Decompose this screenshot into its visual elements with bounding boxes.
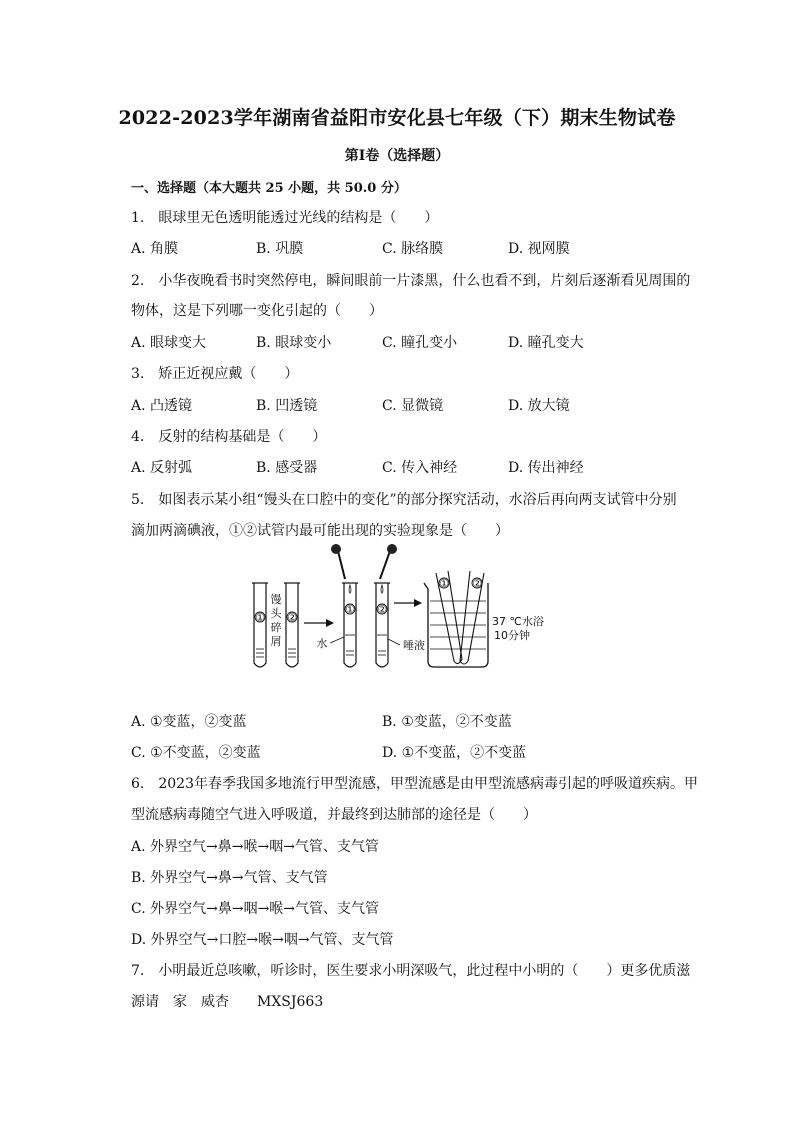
question-5-options-row2 <box>131 742 691 762</box>
dropper-1 <box>338 551 345 579</box>
arrow-2 <box>394 599 422 607</box>
question-1-stem: 1. 眼球里无色透明能透过光线的结构是（ ） <box>131 210 439 226</box>
q4-option-b: B. 感受器 <box>256 460 318 476</box>
dropper-2-bulb <box>387 544 397 554</box>
test-tube-2-dropper <box>376 583 388 667</box>
label-mantou-2: 头 <box>270 607 282 620</box>
question-6-stem-line1: 6. 2023年春季我国多地流行甲型流感，甲型流感是由甲型流感病毒引起的呼吸道疾病。甲 <box>131 776 698 792</box>
drop-1 <box>349 585 351 593</box>
q5-option-b: B. ①变蓝，②不变蓝 <box>382 714 512 730</box>
arrow-1 <box>304 619 334 627</box>
q2-option-d: D. 瞳孔变大 <box>508 335 584 351</box>
question-3-options <box>131 395 691 415</box>
question-2-stem-line1: 2. 小华夜晚看书时突然停电，瞬间眼前一片漆黑，什么也看不到，片刻后逐渐看见周围的 <box>131 273 691 289</box>
question-5-stem-line2: 滴加两滴碘液，①②试管内最可能出现的实验现象是（ ） <box>131 523 509 539</box>
water-bath-beaker <box>424 571 544 667</box>
q5-option-a: A. ①变蓝，②变蓝 <box>131 714 247 730</box>
label-bath-time: 10分钟 <box>494 629 530 642</box>
q6-option-a: A. 外界空气→鼻→喉→咽→气管、支气管 <box>131 839 379 855</box>
drop-2 <box>381 585 383 593</box>
label-bath-temp: 37 ℃水浴 <box>492 615 544 628</box>
q2-option-b: B. 眼球变小 <box>256 335 332 351</box>
q4-option-d: D. 传出神经 <box>508 460 584 476</box>
q3-option-a: A. 凸透镜 <box>131 398 193 414</box>
q1-option-c: C. 脉络膜 <box>382 241 444 257</box>
label-tube2-c: ② <box>472 577 482 590</box>
q4-option-c: C. 传入神经 <box>382 460 458 476</box>
question-7-stem-line2: 源请 家 威杏 MXSJ663 <box>131 994 324 1010</box>
tube-group-droppers <box>317 544 426 667</box>
dropper-1-bulb <box>331 544 341 554</box>
q1-option-b: B. 巩膜 <box>256 241 304 257</box>
page-title: 2022-2023学年湖南省益阳市安化县七年级（下）期末生物试卷 <box>118 107 676 129</box>
label-saliva: 唾液 <box>403 639 425 652</box>
question-6-stem-line2: 型流感病毒随空气进入呼吸道，并最终到达肺部的途径是（ ） <box>131 807 537 823</box>
question-2-options <box>131 332 691 352</box>
label-mantou-1: 馒 <box>270 593 282 606</box>
label-tube1-c: ① <box>439 577 449 590</box>
label-tube2-a: ② <box>287 611 297 624</box>
test-tube-2-initial <box>286 583 298 667</box>
label-tube1-b: ① <box>345 603 355 616</box>
question-5-options-row1 <box>131 711 691 731</box>
question-1-options <box>131 238 691 258</box>
test-tube-1-dropper <box>344 583 356 667</box>
q3-option-c: C. 显微镜 <box>382 398 444 414</box>
q6-option-d: D. 外界空气→口腔→喉→咽→气管、支气管 <box>131 932 394 948</box>
label-mantou-4: 屑 <box>270 635 282 648</box>
tube-group-initial <box>252 583 300 667</box>
q3-option-b: B. 凹透镜 <box>256 398 318 414</box>
label-water: 水 <box>316 637 328 650</box>
dropper-2 <box>380 551 390 579</box>
question-4-options <box>131 457 691 477</box>
q6-option-c: C. 外界空气→鼻→咽→喉→气管、支气管 <box>131 901 380 917</box>
question-2-stem-line2: 物体，这是下列哪一变化引起的（ ） <box>131 303 383 319</box>
q1-option-d: D. 视网膜 <box>508 241 570 257</box>
label-tube1-a: ① <box>255 611 265 624</box>
q5-option-c: C. ①不变蓝，②变蓝 <box>131 745 261 761</box>
q2-option-a: A. 眼球变大 <box>131 335 207 351</box>
question-5-stem-line1: 5. 如图表示某小组“馒头在口腔中的变化”的部分探究活动，水浴后再向两支试管中分别 <box>131 492 677 508</box>
question-4-stem: 4. 反射的结构基础是（ ） <box>131 429 327 445</box>
q2-option-c: C. 瞳孔变小 <box>382 335 458 351</box>
q4-option-a: A. 反射弧 <box>131 460 193 476</box>
question-7-stem-line1: 7. 小明最近总咳嗽，听诊时，医生要求小明深吸气，此过程中小明的（ ）更多优质滋 <box>131 963 691 979</box>
label-tube2-b: ② <box>377 603 387 616</box>
q5-option-d: D. ①不变蓝，②不变蓝 <box>382 745 527 761</box>
label-mantou-3: 碎 <box>270 621 282 634</box>
section-heading: 一、选择题（本大题共 25 小题，共 50.0 分） <box>131 181 407 196</box>
q6-option-b: B. 外界空气→鼻→气管、支气管 <box>131 870 328 886</box>
test-tube-1-initial <box>254 583 266 667</box>
q1-option-a: A. 角膜 <box>131 241 179 257</box>
q3-option-d: D. 放大镜 <box>508 398 570 414</box>
page-subtitle: 第I卷（选择题） <box>344 148 450 164</box>
experiment-diagram <box>244 543 544 673</box>
question-3-stem: 3. 矫正近视应戴（ ） <box>131 366 299 382</box>
